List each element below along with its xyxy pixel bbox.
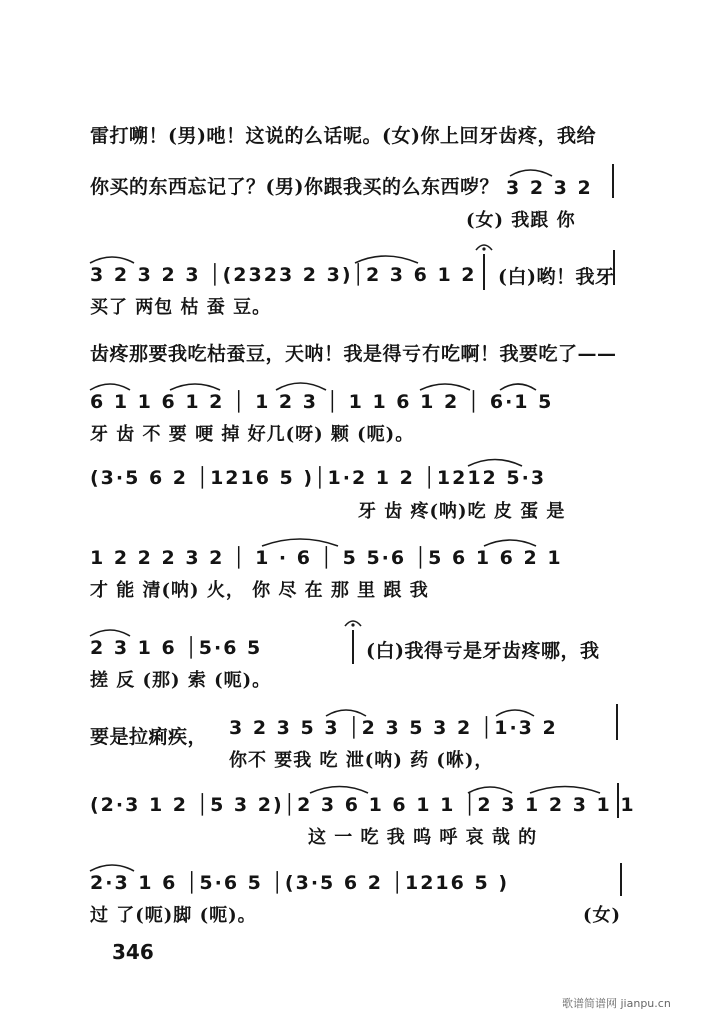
system-1-lyrics: (女) 我跟 你	[466, 210, 576, 231]
system-1-notes: 3 2 3 2	[506, 177, 593, 199]
system-9-notes: 2·3 1 6 │5·6 5 │(3·5 6 2 │1216 5 )	[90, 872, 510, 894]
system-2-spoken: (白)哟！我牙	[498, 266, 615, 288]
system-9-spoken: (女)	[583, 905, 622, 926]
system-6-lyrics: 搓 反 (那) 索 (呃)。	[90, 670, 272, 691]
system-3-lyrics: 牙 齿 不 要 哽 掉 好几(呀) 颗 (呃)。	[90, 424, 415, 445]
system-8-lyrics: 这 一 吃 我 呜 呼 哀 哉 的	[308, 827, 538, 848]
system-9-lyrics: 过 了(呃)脚 (呃)。	[90, 905, 257, 926]
page-number: 346	[112, 940, 154, 964]
system-4-notes: (3·5 6 2 │1216 5 )│1·2 1 2 │1212 5·3	[90, 467, 547, 489]
system-2-notes: 3 2 3 2 3 │(2323 2 3)│2 3 6 1 2	[90, 264, 477, 286]
system-6-notes: 2 3 1 6 │5·6 5	[90, 637, 263, 659]
system-6-spoken: (白)我得亏是牙齿疼哪，我	[366, 640, 600, 662]
system-4-lyrics: 牙 齿 疼(呐)吃 皮 蛋 是	[358, 501, 566, 522]
system-3-notes: 6 1 1 6 1 2 │ 1 2 3 │ 1 1 6 1 2 │ 6·1 5	[90, 391, 554, 413]
system-5-notes: 1 2 2 2 3 2 │ 1 · 6 │ 5 5·6 │5 6 1 6 2 1	[90, 547, 563, 569]
watermark: 歌谱简谱网 jianpu.cn	[562, 997, 671, 1010]
prose-line-4: 要是拉痢疾，	[90, 726, 208, 748]
system-5-lyrics: 才 能 清(呐) 火， 你 尽 在 那 里 跟 我	[90, 580, 429, 601]
system-7-lyrics: 你不 要我 吃 泄(呐) 药 (咻)，	[229, 750, 494, 771]
system-2-lyrics: 买了 两包 枯 蚕 豆。	[90, 297, 272, 318]
system-7-notes: 3 2 3 5 3 │2 3 5 3 2 │1·3 2	[229, 717, 558, 739]
prose-line-1: 雷打嗍！(男)吔！这说的么话呢。(女)你上回牙齿疼，我给	[90, 125, 596, 147]
system-8-notes: (2·3 1 2 │5 3 2)│2 3 6 1 6 1 1 │2 3 1 2 3 1 1	[90, 794, 636, 816]
prose-line-2: 你买的东西忘记了？(男)你跟我买的么东西哕？	[90, 176, 499, 198]
prose-line-3: 齿疼那要我吃枯蚕豆，天呐！我是得亏冇吃啊！我要吃了——	[90, 343, 617, 365]
